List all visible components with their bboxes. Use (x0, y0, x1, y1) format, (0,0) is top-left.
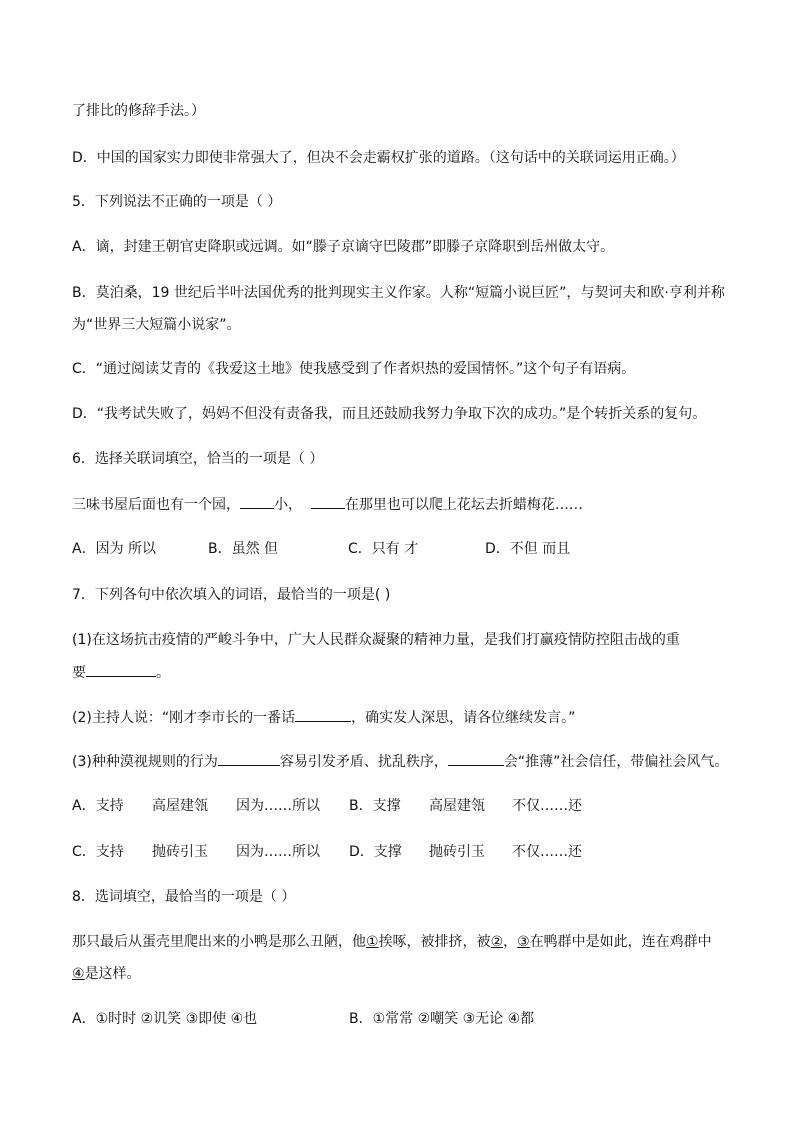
sentence-part: 那只最后从蛋壳里爬出来的小鸭是那么丑陋，他 (72, 934, 366, 950)
fill-blank (240, 493, 274, 509)
question-6-sentence (72, 493, 734, 516)
option-c-q5: C．“通过阅读艾青的《我爱这土地》使我感受到了作者炽热的爱国情怀。”这个句子有语病。 (72, 361, 636, 377)
sentence-part: ， (503, 934, 518, 950)
option-a-word-3: 因为……所以 (236, 798, 320, 814)
sentence-part: ，确实发人深思，请各位继续发言。” (351, 710, 576, 726)
option-a: A．因为 所以 (72, 541, 157, 557)
sentence-part: 。 (156, 665, 170, 681)
fill-blank (86, 661, 156, 677)
question-7-item-3 (72, 750, 734, 773)
sentence-part: 挨啄，被排挤，被 (378, 934, 491, 950)
sentence-part: 在那里也可以爬上花坛去折蜡梅花…… (344, 497, 583, 513)
question-7-item-1-continued (72, 661, 734, 684)
option-a-q5: A．谪，封建王朝官吏降职或远调。如“滕子京谪守巴陵郡”即滕子京降职到岳州做太守。 (72, 239, 615, 255)
fill-blank (295, 706, 351, 722)
option-b-word-3: 不仅……还 (512, 798, 582, 814)
option-b-q5-continued: 为“世界三大短篇小说家”。 (72, 317, 241, 333)
option-b-word-2: 高屋建瓴 (429, 798, 485, 814)
option-d-word-2: 抛砖引玉 (429, 844, 485, 860)
option-b-q5: B．莫泊桑，19 世纪后半叶法国优秀的批判现实主义作家。人称“短篇小说巨匠”，与契诃夫和欧·亨利并称 (72, 285, 725, 301)
question-7-item-2 (72, 706, 734, 729)
fill-blank (448, 750, 504, 766)
question-5: 5．下列说法不正确的一项是（ ） (72, 194, 282, 210)
option-d-word-1: D．支撑 (349, 844, 402, 860)
blank-marker-2: ② (490, 934, 504, 950)
blank-marker-4: ④ (72, 966, 85, 982)
option-c-word-3: 因为……所以 (236, 844, 320, 860)
blank-marker-3: ③ (517, 934, 530, 950)
option-d-word-3: 不仅……还 (512, 844, 582, 860)
sentence-part: 要 (72, 665, 86, 681)
question-7-item-1: (1)在这场抗击疫情的严峻斗争中，广大人民群众凝聚的精神力量，是我们打赢疫情防控阻击战的重 (72, 632, 680, 648)
question-6: 6．选择关联词填空，恰当的一项是（ ） (72, 451, 324, 467)
fill-blank (311, 493, 345, 509)
option-a: A．①时时 ②讥笑 ③即使 ④也 (72, 1011, 258, 1027)
option-b: B．虽然 但 (208, 541, 279, 557)
sentence-part: 会“推薄”社会信任，带偏社会风气。 (503, 754, 729, 770)
question-8: 8．选词填空，最恰当的一项是（ ） (72, 889, 296, 905)
blank-marker-1: ① (366, 934, 379, 950)
option-a-word-1: A．支持 (72, 798, 124, 814)
sentence-part: 在鸭群中是如此，连在鸡群中 (529, 934, 712, 950)
option-b: B．①常常 ②嘲笑 ③无论 ④都 (349, 1011, 535, 1027)
option-d: D．不但 而且 (485, 541, 571, 557)
option-d-q4: D．中国的国家实力即使非常强大了，但决不会走霸权扩张的道路。（这句话中的关联词运用正确。） (72, 150, 685, 166)
option-c: C．只有 才 (348, 541, 419, 557)
sentence-part: 容易引发矛盾、扰乱秩序， (279, 754, 448, 770)
sentence-part: 是这样。 (84, 966, 141, 982)
question-7: 7．下列各句中依次填入的词语，最恰当的一项是( ) (72, 587, 391, 603)
option-c-word-1: C．支持 (72, 844, 124, 860)
sentence-part: (2)主持人说：“刚才李市长的一番话 (72, 710, 296, 726)
question-8-passage-continued (72, 963, 734, 985)
sentence-part: 三味书屋后面也有一个园， (72, 497, 240, 513)
text-line: 了排比的修辞手法。） (72, 103, 205, 119)
sentence-part: (3)种种漠视规则的行为 (72, 754, 218, 770)
option-b-word-1: B．支撑 (349, 798, 401, 814)
fill-blank (218, 750, 280, 766)
option-c-word-2: 抛砖引玉 (152, 844, 208, 860)
sentence-part: 小， (274, 497, 302, 513)
question-8-passage (72, 931, 734, 953)
option-a-word-2: 高屋建瓴 (152, 798, 208, 814)
option-d-q5: D．“我考试失败了，妈妈不但没有责备我，而且还鼓励我努力争取下次的成功。”是个转折关系的复句。 (72, 406, 707, 422)
